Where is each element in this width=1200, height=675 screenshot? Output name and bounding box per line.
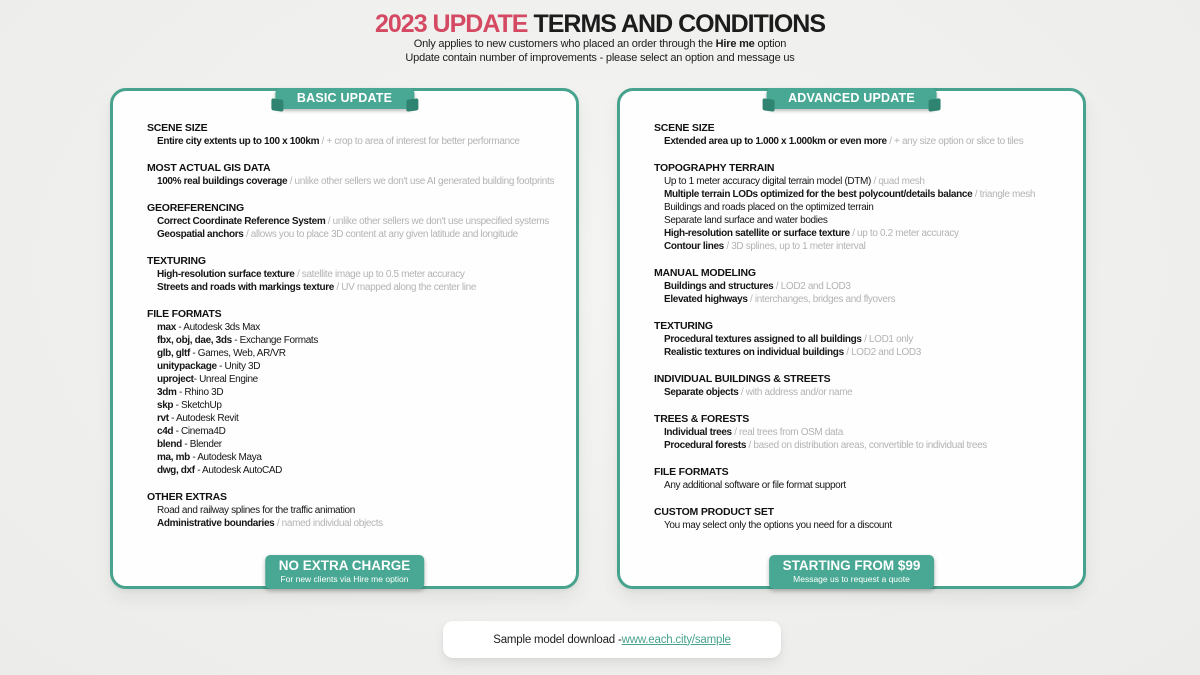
- section-heading: INDIVIDUAL BUILDINGS & STREETS: [654, 373, 831, 385]
- feature-note: / named individual objects: [274, 518, 383, 529]
- feature-lead: Individual trees: [664, 427, 732, 438]
- feature-note: / UV mapped along the center line: [333, 282, 477, 293]
- feature-note: / real trees from OSM data: [731, 427, 843, 438]
- feature-text: - Blender: [181, 439, 222, 450]
- feature-line: [147, 360, 566, 373]
- feature-lead: skp: [157, 400, 174, 411]
- subtitle-1-post: option: [754, 38, 787, 50]
- feature-section: [147, 308, 566, 477]
- feature-note: / LOD2 and LOD3: [773, 281, 851, 292]
- feature-line: [147, 412, 566, 425]
- feature-section: [654, 162, 1073, 253]
- feature-line: [147, 215, 566, 228]
- feature-line: [654, 201, 1073, 214]
- feature-line: [654, 188, 1073, 201]
- basic-update-badge: BASIC UPDATE: [275, 88, 414, 109]
- advanced-update-badge: ADVANCED UPDATE: [766, 88, 937, 109]
- feature-line: [654, 519, 1073, 532]
- feature-note: / up to 0.2 meter accuracy: [849, 228, 959, 239]
- feature-note: / 3D splines, up to 1 meter interval: [723, 241, 866, 252]
- feature-section: [654, 413, 1073, 452]
- feature-lead: Elevated highways: [664, 294, 748, 305]
- sample-download-link[interactable]: www.each.city/sample: [621, 633, 731, 646]
- feature-line: [147, 175, 566, 188]
- feature-section: [654, 267, 1073, 306]
- section-heading: CUSTOM PRODUCT SET: [654, 506, 774, 518]
- feature-lead: Contour lines: [664, 241, 724, 252]
- feature-text: - Games, Web, AR/VR: [189, 348, 286, 359]
- subtitle-1-pre: Only applies to new customers who placed an order through the: [413, 38, 716, 50]
- feature-lead: Procedural textures assigned to all buildings: [664, 334, 862, 345]
- feature-lead: fbx, obj, dae, 3ds: [157, 335, 232, 346]
- feature-text: Separate land surface and water bodies: [664, 215, 828, 226]
- price-badge-subtitle: For new clients via Hire me option: [280, 574, 409, 584]
- section-heading: MANUAL MODELING: [654, 267, 756, 279]
- feature-line: [654, 175, 1073, 188]
- feature-note: / satellite image up to 0.5 meter accuracy: [294, 269, 465, 280]
- sample-download-label: Sample model download -: [493, 633, 622, 646]
- section-heading: FILE FORMATS: [654, 466, 729, 478]
- section-heading: TEXTURING: [147, 255, 206, 267]
- feature-lead: Realistic textures on individual buildings: [664, 347, 844, 358]
- feature-note: / + any size option or slice to tiles: [886, 136, 1024, 147]
- feature-text: - Autodesk Revit: [168, 413, 239, 424]
- feature-line: [654, 479, 1073, 492]
- advanced-update-content: [654, 122, 1073, 532]
- subtitle-1-bold: Hire me: [715, 38, 755, 50]
- feature-lead: Buildings and structures: [664, 281, 774, 292]
- section-heading: GEOREFERENCING: [147, 202, 244, 214]
- feature-lead: Extended area up to 1.000 x 1.000km or even more: [664, 136, 887, 147]
- feature-text: - Autodesk AutoCAD: [194, 465, 283, 476]
- feature-line: [147, 135, 566, 148]
- page-header: [0, 10, 1200, 65]
- feature-line: [654, 240, 1073, 253]
- feature-line: [147, 373, 566, 386]
- price-badge-title: NO EXTRA CHARGE: [278, 558, 411, 573]
- feature-lead: Administrative boundaries: [157, 518, 275, 529]
- feature-line: [147, 438, 566, 451]
- feature-line: [147, 347, 566, 360]
- feature-line: [654, 135, 1073, 148]
- feature-lead: High-resolution surface texture: [157, 269, 295, 280]
- feature-note: / LOD1 only: [861, 334, 914, 345]
- feature-line: [654, 426, 1073, 439]
- feature-lead: Streets and roads with markings texture: [157, 282, 334, 293]
- feature-text: You may select only the options you need for a discount: [664, 520, 892, 531]
- section-heading: MOST ACTUAL GIS DATA: [147, 162, 271, 174]
- feature-lead: glb, gltf: [157, 348, 190, 359]
- feature-note: / + crop to area of interest for better performance: [319, 136, 520, 147]
- feature-line: [147, 464, 566, 477]
- feature-section: [654, 506, 1073, 532]
- basic-update-panel: [110, 88, 579, 589]
- feature-line: [147, 504, 566, 517]
- feature-text: - Unreal Engine: [193, 374, 258, 385]
- feature-note: / interchanges, bridges and flyovers: [747, 294, 896, 305]
- section-heading: TEXTURING: [654, 320, 713, 332]
- feature-lead: Procedural forests: [664, 440, 747, 451]
- feature-lead: ma, mb: [157, 452, 190, 463]
- feature-lead: rvt: [157, 413, 169, 424]
- feature-note: / LOD2 and LOD3: [843, 347, 922, 358]
- price-badge-subtitle: Message us to request a quote: [793, 574, 910, 584]
- feature-text: Up to 1 meter accuracy digital terrain model (DTM): [664, 176, 872, 187]
- basic-update-content: [147, 122, 566, 530]
- feature-section: [654, 373, 1073, 399]
- feature-line: [147, 399, 566, 412]
- feature-lead: uproject: [157, 374, 194, 385]
- feature-text: - Autodesk Maya: [189, 452, 262, 463]
- sample-download-pill: [443, 621, 781, 658]
- price-badge-title: STARTING FROM $99: [782, 558, 921, 573]
- feature-line: [654, 439, 1073, 452]
- advanced-update-price-badge: [769, 555, 935, 589]
- feature-lead: High-resolution satellite or surface texture: [664, 228, 850, 239]
- feature-line: [654, 214, 1073, 227]
- feature-note: / unlike other sellers we don't use unspecified systems: [325, 216, 549, 227]
- feature-text: - Cinema4D: [173, 426, 226, 437]
- feature-lead: unitypackage: [157, 361, 217, 372]
- feature-text: - Unity 3D: [216, 361, 261, 372]
- feature-text: - Exchange Formats: [231, 335, 318, 346]
- feature-lead: Multiple terrain LODs optimized for the best polycount/details balance: [664, 189, 973, 200]
- feature-lead: 3dm: [157, 387, 177, 398]
- feature-section: [654, 122, 1073, 148]
- section-heading: TREES & FORESTS: [654, 413, 750, 425]
- feature-line: [147, 451, 566, 464]
- basic-update-price-badge: [265, 555, 425, 589]
- page-title: [0, 10, 1200, 38]
- feature-lead: c4d: [157, 426, 174, 437]
- feature-note: / based on distribution areas, convertible to individual trees: [746, 440, 987, 451]
- feature-line: [654, 386, 1073, 399]
- title-rest: TERMS AND CONDITIONS: [533, 10, 826, 38]
- feature-note: / with address and/or name: [738, 387, 853, 398]
- feature-lead: Geospatial anchors: [157, 229, 244, 240]
- feature-note: / allows you to place 3D content at any given latitude and longitude: [243, 229, 518, 240]
- feature-section: [147, 202, 566, 241]
- feature-line: [654, 227, 1073, 240]
- feature-text: Road and railway splines for the traffic animation: [157, 505, 355, 516]
- feature-lead: max: [157, 322, 176, 333]
- feature-note: / triangle mesh: [972, 189, 1036, 200]
- feature-section: [147, 491, 566, 530]
- advanced-update-panel: [617, 88, 1086, 589]
- feature-line: [654, 346, 1073, 359]
- feature-section: [654, 466, 1073, 492]
- feature-text: - Autodesk 3ds Max: [175, 322, 260, 333]
- feature-line: [147, 281, 566, 294]
- feature-lead: Separate objects: [664, 387, 739, 398]
- feature-line: [147, 228, 566, 241]
- feature-text: - SketchUp: [173, 400, 222, 411]
- feature-line: [147, 268, 566, 281]
- feature-section: [147, 162, 566, 188]
- section-heading: FILE FORMATS: [147, 308, 222, 320]
- feature-lead: Entire city extents up to 100 x 100km: [157, 136, 320, 147]
- feature-line: [147, 517, 566, 530]
- feature-line: [654, 293, 1073, 306]
- feature-line: [654, 333, 1073, 346]
- feature-lead: 100% real buildings coverage: [157, 176, 288, 187]
- feature-text: Any additional software or file format support: [664, 480, 846, 491]
- section-heading: TOPOGRAPHY TERRAIN: [654, 162, 775, 174]
- feature-line: [147, 334, 566, 347]
- section-heading: SCENE SIZE: [147, 122, 208, 134]
- feature-section: [147, 122, 566, 148]
- feature-line: [654, 280, 1073, 293]
- subtitle-line-1: [0, 38, 1200, 52]
- section-heading: OTHER EXTRAS: [147, 491, 227, 503]
- section-heading: SCENE SIZE: [654, 122, 715, 134]
- feature-lead: dwg, dxf: [157, 465, 195, 476]
- feature-section: [654, 320, 1073, 359]
- feature-text: - Rhino 3D: [176, 387, 224, 398]
- title-accent: 2023 UPDATE: [374, 10, 528, 38]
- feature-line: [147, 425, 566, 438]
- feature-text: Buildings and roads placed on the optimized terrain: [664, 202, 874, 213]
- feature-line: [147, 321, 566, 334]
- feature-note: / unlike other sellers we don't use AI generated building footprints: [287, 176, 555, 187]
- feature-lead: blend: [157, 439, 182, 450]
- subtitle-line-2: Update contain number of improvements - please select an option and message us: [405, 51, 795, 64]
- feature-lead: Correct Coordinate Reference System: [157, 216, 326, 227]
- feature-line: [147, 386, 566, 399]
- feature-section: [147, 255, 566, 294]
- feature-note: / quad mesh: [871, 176, 925, 187]
